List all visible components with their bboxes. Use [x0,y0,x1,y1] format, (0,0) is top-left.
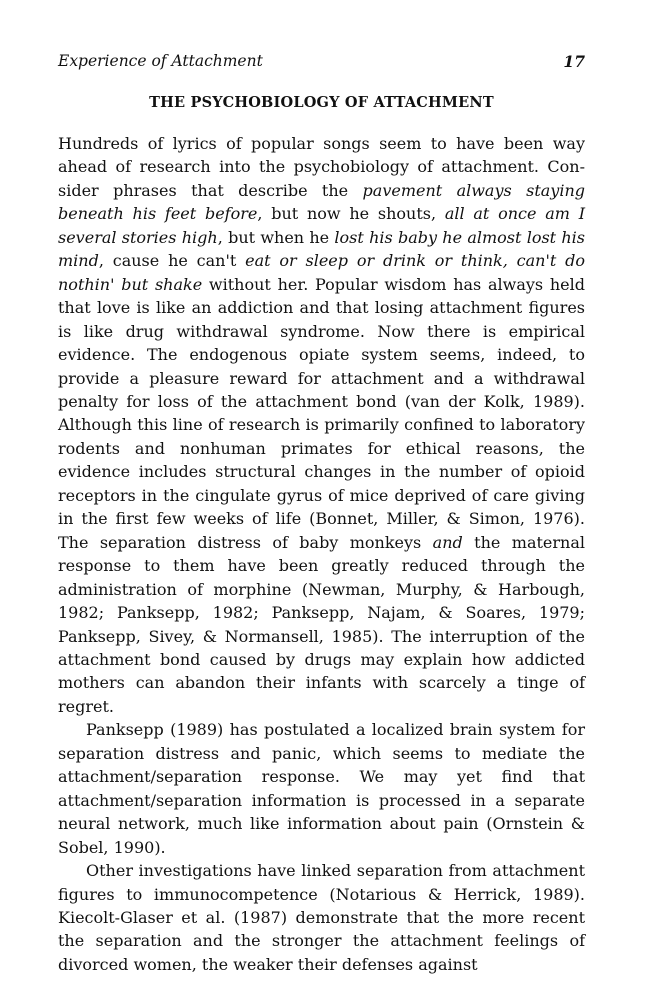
italic-phrase: lost his baby he almost lost his mind [58,227,586,271]
italic-phrase: pavement always staying beneath his feet before [58,180,585,224]
text-run: Hundreds of lyrics of popular songs seem to have been way ahead of research into the psychobiology of attachment. Consider phrases that describe the [58,134,585,200]
text-run: without her. Popular wisdom has always held that love is like an addiction and that losing attachment figures is like drug withdrawal syndrome. Now there is empirical evidence. The endogenous opiate system seems, indeed, to provide a pleasure reward for attachment and a withdrawal penalty for loss of the attachment bond (van der Kolk, 1989). Although this line of research is primarily confined to laboratory rodents and nonhuman primates for ethical reasons, the evidence includes structural changes in the number of opioid receptors in the cingulate gyrus of mice deprived of care giving in the first few weeks of life (Bonnet, Miller, & Simon, 1976). The separation distress of baby monkeys [58,274,586,552]
italic-phrase: all at once am I several stories high [58,204,586,247]
running-head-title: Experience of Attachment [58,52,263,70]
italic-phrase: and [432,532,463,552]
text-run: , cause he can't [98,251,246,271]
body-paragraph-2 [58,718,585,859]
page-number: 17 [563,52,585,71]
italic-phrase: eat or sleep or drink or think, can't do nothin' but shake [58,251,585,294]
text-run: the maternal response to them have been greatly reduced through the administration of morphine (Newman, Murphy, & Harbough, 1982; Panksepp, 1982; Panksepp, Najam, & Soares, 1979; Panksepp, Sivey, & Normansell, 1985). The interruption of the attachment bond caused by drugs may explain how addicted mothers can abandon their infants with scarcely a tinge of regret. [58,532,585,716]
body-paragraph-1 [58,132,585,718]
section-heading: THE PSYCHOBIOLOGY OF ATTACHMENT [149,94,494,111]
running-head [58,52,585,78]
book-page [58,52,585,976]
text-run: Panksepp (1989) has postulated a localized brain system for separation distress and panic, which seems to mediate the attachment/separation response. We may yet find that attachment/separation information is processed in a separate neural network, much like information about pain (Ornstein & Sobel, 1990). [58,720,585,857]
text-run: Other investigations have linked separation from attachment figures to immunocompetence (Notarious & Herrick, 1989). Kiecolt-Glaser et al. (1987) demonstrate that the more recent the separation and the stronger the attachment feelings of divorced women, the weaker their defenses against [58,861,585,974]
body-paragraph-3 [58,859,585,976]
text-run: , but now he shouts, [257,204,445,224]
text-run: , but when he [217,227,335,247]
